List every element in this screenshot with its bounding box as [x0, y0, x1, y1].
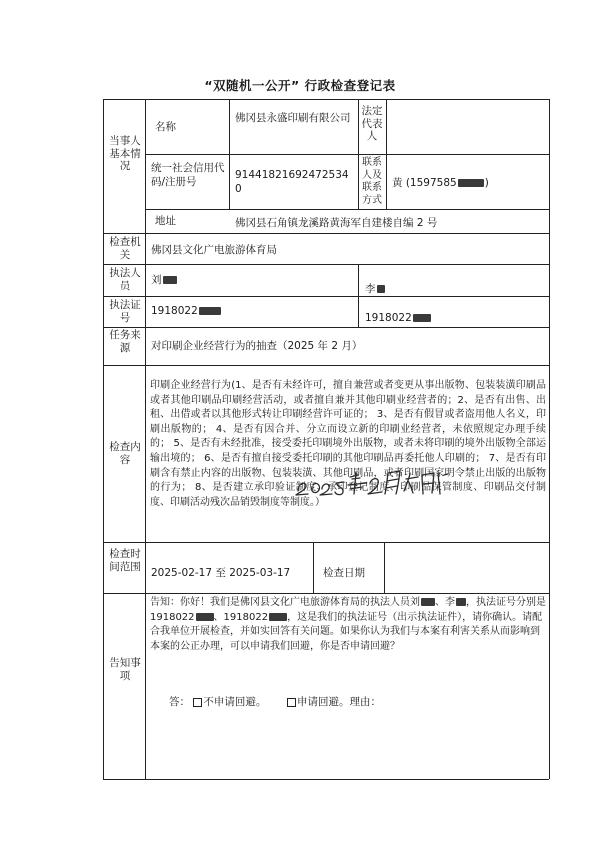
redaction-mark [456, 598, 466, 606]
page-title: “双随机一公开” 行政检查登记表 [204, 78, 396, 93]
inspection-org-label: 检查机关 [109, 236, 141, 261]
legal-rep-label: 法定代表人 [361, 105, 383, 142]
inspection-content-label: 检查内容 [109, 441, 141, 466]
notice-name-1: 刘 [410, 597, 420, 608]
redaction-mark [458, 179, 484, 187]
party-basic-label: 当事人基本情况 [109, 135, 141, 172]
cert-numbers-label: 执法证号 [109, 299, 141, 324]
address-label: 地址 [155, 215, 176, 227]
name-label: 名称 [155, 121, 176, 133]
credit-code-value: 914418216924725340 [235, 169, 349, 195]
cert-number-2 [365, 311, 431, 325]
notice-text-d: ，这是我们的执法证号（出示执法证件），请你确认。请配合我单位开展检查，并如实回答有关问题。如果你认为我们与本案有利害关系从而影响到本案的公正办理，可以申请我们回避，你是否申请回避？ [150, 611, 543, 652]
redaction-mark [377, 285, 385, 293]
task-source-value: 对印刷企业经营行为的抽查（2025 年 2 月） [151, 340, 363, 352]
notice-label: 告知事项 [109, 657, 141, 682]
contact-value: 黄 (1597585 ) [392, 177, 489, 189]
recusal-option: 申请回避。理由： [297, 696, 382, 708]
enforcer-1-name: 刘 [151, 274, 162, 286]
contact-label: 联系人及联系方式 [362, 157, 382, 206]
redaction-mark [199, 307, 221, 315]
redaction-mark [421, 598, 435, 606]
redaction-mark [163, 276, 177, 284]
no-recusal-checkbox[interactable] [193, 698, 202, 707]
inspection-org-value: 佛冈县文化广电旅游体育局 [151, 244, 277, 256]
no-recusal-option: 不申请回避。 [203, 696, 267, 708]
inspection-date-label: 检查日期 [323, 567, 365, 579]
answer-label: 答： [169, 696, 190, 708]
credit-code-label: 统一社会信用代码/注册号 [151, 162, 225, 188]
enforcer-2-name: 李 [365, 283, 376, 295]
enforcers-label: 执法人员 [109, 267, 141, 292]
inspection-content-text: 印刷企业经营行为(1、是否有未经许可，擅自兼营或者变更从事出版物、包装装潢印刷品或者其他印刷品印刷经营活动，或者擅自兼并其他印刷业经营者的；2、是否有出售、出租、出借或者以其他形式转让印刷经营许可证的； 3、是否有假冒或者盗用他人名义，印刷出版物的； 4、是否有因合并、分立而设立新的印刷业经营者，未依照规定办理手续的； 5、是否有未经批准，接受委托印刷境外出版物，或者未将印刷的境外出版物全部运输出境的； 6、是否有擅自接受委托印刷的其他印刷品再委托他人印刷的； 7、是否有印刷含有禁止内容的出版物、包装装潢、其他印刷品，或者印刷国家明令禁止出版的出版物的行为； 8、是否建立承印验证制度、承印登记制度、印刷品保管制度、印刷品交付制度、印刷活动残次品销毁制度等制度。） [150, 380, 546, 508]
inspection-period-label: 检查时间范围 [109, 548, 141, 573]
notice-text-a: 告知：你好！我们是佛冈县文化广电旅游体育局的执法人员 [150, 597, 410, 608]
cert-number-1-text: 1918022 [151, 305, 198, 317]
handwritten-date-signature [292, 461, 452, 497]
contact-text: 黄 (1597585 [392, 177, 457, 189]
notice-name-2: 李 [445, 597, 455, 608]
inspection-period-value: 2025-02-17 至 2025-03-17 [151, 567, 291, 579]
redaction-mark [413, 314, 431, 322]
notice-text [150, 596, 546, 654]
enforcer-1 [151, 273, 177, 287]
notice-answer [169, 695, 381, 709]
task-source-label: 任务来源 [109, 329, 141, 354]
cert-number-2-text: 1918022 [365, 312, 412, 324]
address-value: 佛冈县石角镇龙溪路黄海军自建楼自编 2 号 [235, 217, 438, 229]
company-name: 佛冈县永盛印刷有限公司 [235, 112, 351, 124]
notice-text-c: 、1918022 [213, 611, 269, 623]
notice-separator: 、 [435, 597, 445, 608]
redaction-mark [269, 613, 287, 621]
notice-text-b: ，执法证号分别是 1918022 [150, 597, 546, 623]
recusal-checkbox[interactable] [287, 698, 296, 707]
inspection-form-table [103, 99, 549, 779]
cert-number-1 [151, 304, 221, 318]
enforcer-2 [365, 282, 385, 296]
redaction-mark [196, 613, 214, 621]
